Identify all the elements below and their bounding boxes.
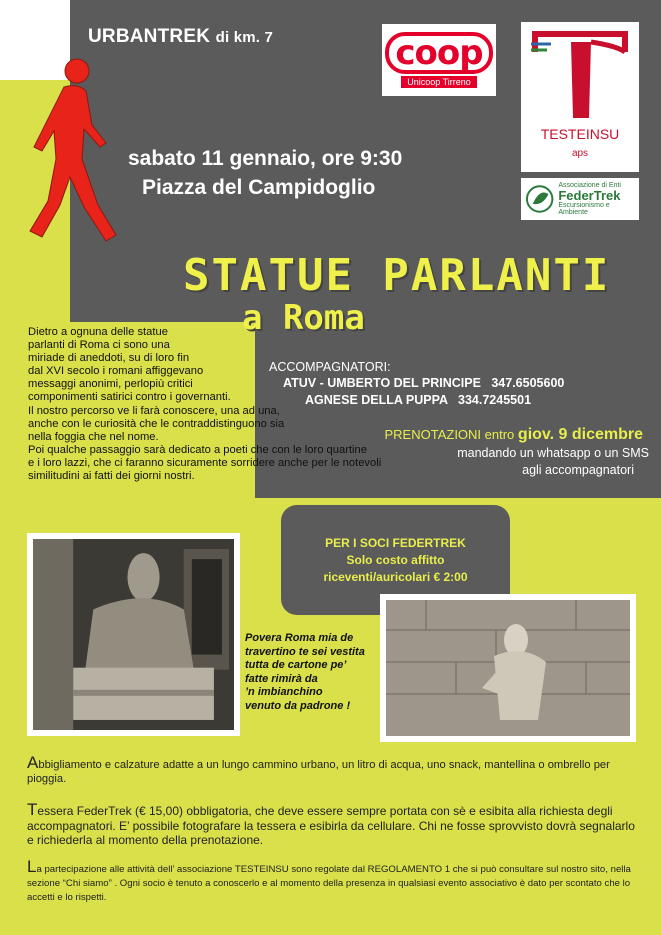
statue-bust-image [33, 539, 234, 730]
event-place: Piazza del Campidoglio [142, 176, 376, 199]
description-line: e i loro lazzi, che ci faranno sicuramente sorridere anche per le notevoli [28, 456, 382, 469]
testeinsu-logo [521, 22, 639, 172]
event-subtitle: a Roma [242, 298, 365, 338]
dropcap: L [27, 857, 37, 876]
members-cost: Solo costo affitto [346, 553, 445, 567]
booking-recipient: agli accompagnatori [522, 463, 634, 477]
dropcap: T [27, 800, 38, 819]
booking-deadline [385, 426, 644, 444]
federtrek-subtitle: Escursionismo e Ambiente [558, 202, 610, 216]
booking-method: mandando un whatsapp o un SMS [457, 446, 649, 460]
description-line: nella foggia che nel nome. [28, 430, 159, 443]
description-line: componimenti satirici contro i governanti. [28, 391, 231, 404]
booking-date: giov. 9 dicembre [517, 426, 643, 443]
poem-line: Povera Roma mia de [245, 632, 354, 644]
testeinsu-aps: aps [571, 148, 589, 159]
testeinsu-t-icon [521, 22, 639, 126]
federtrek-logo [521, 178, 639, 220]
event-date: sabato 11 gennaio, ore 9:30 [128, 147, 403, 170]
members-receivers: riceventi/auricolari € 2:00 [323, 570, 468, 584]
description-line: messaggi anonimi, perlopiù critici [28, 378, 193, 391]
poem-line: fatte rimirà da [245, 672, 318, 685]
poem-line: travertino te sei vestita [245, 645, 365, 658]
booking-label: PRENOTAZIONI entro [384, 427, 515, 442]
regulation-text: a partecipazione alle attività dell’ associazione TESTEINSU sono regolate dal REGOLAMENTO 1 che si può consultare sul nostro sito, nella sezione “Chi siamo” . Ogni socio è tenuto a conoscerlo e al momento della presenza in qualsiasi evento associativo è dato per scontato che lo accetti e lo rispetti. [27, 864, 631, 903]
membership-card-text: essera FederTrek (€ 15,00) obbligatoria, che deve essere sempre portata con sè e esibita alla richiesta degli accompagnatori. E’ possibile fotografare la tessera e esibirla da cellulare. Chi ne fosse sprovvisto dovrà segnalarlo e richiederla al momento della prenotazione. [27, 804, 635, 847]
clothing-advice-text: bbigliamento e calzature adatte a un lungo cammino urbano, un litro di acqua, uno snack, mantellina o ombrello per pioggia. [27, 759, 610, 785]
coop-logo-subtitle: Unicoop Tirreno [401, 76, 477, 88]
brand-name: URBANTREK [88, 26, 211, 47]
description-line: similitudini ai fatti dei giorni nostri. [28, 470, 195, 483]
poem-line: tutta de cartone pe’ [245, 659, 347, 671]
description-line: dal XVI secolo i romani affiggevano [28, 365, 204, 378]
members-title: PER I SOCI FEDERTREK [325, 536, 466, 550]
description-line: Dietro a ognuna delle statue [28, 326, 168, 338]
testeinsu-name: TESTEINSU [540, 126, 620, 142]
event-title: STATUE PARLANTI [183, 250, 611, 301]
dropcap: A [27, 753, 39, 772]
description-line: parlanti di Roma ci sono una [28, 339, 170, 352]
guides-title: ACCOMPAGNATORI: [269, 360, 391, 374]
walking-man-icon [20, 55, 120, 250]
membership-card-info [27, 800, 637, 848]
description-line: anche con le curiosità che le contraddistinguono sia [28, 417, 285, 430]
description-line: Il nostro percorso ve li farà conoscere, una ad una, [28, 404, 280, 417]
poem-quote [245, 632, 385, 713]
coop-logo-word: coop [385, 32, 492, 74]
guide-1-contact: ATUV - UMBERTO DEL PRINCIPE 347.6505600 [283, 376, 565, 390]
clothing-advice [27, 753, 637, 786]
guide-2-contact: AGNESE DELLA PUPPA 334.7245501 [305, 393, 532, 407]
federtrek-top-text: Associazione di Enti [558, 182, 621, 189]
statue-photo-reclining [380, 594, 636, 742]
federtrek-name: FederTrek [558, 188, 621, 203]
urbantrek-heading [88, 26, 273, 48]
federtrek-leaf-icon [525, 184, 554, 214]
poem-line: venuto da padrone ! [245, 699, 351, 712]
poem-line: ’n imbianchino [245, 686, 323, 698]
coop-logo [382, 24, 496, 96]
regulation-info [27, 857, 637, 905]
statue-photo-madama-lucrezia [27, 533, 240, 736]
description-line: miriade di aneddoti, su di loro fin [28, 352, 190, 365]
statue-torso-image [386, 600, 630, 736]
description-line: Poi qualche passaggio sarà dedicato a poeti che con le loro quartine [28, 443, 367, 456]
brand-suffix: di km. 7 [215, 29, 274, 46]
